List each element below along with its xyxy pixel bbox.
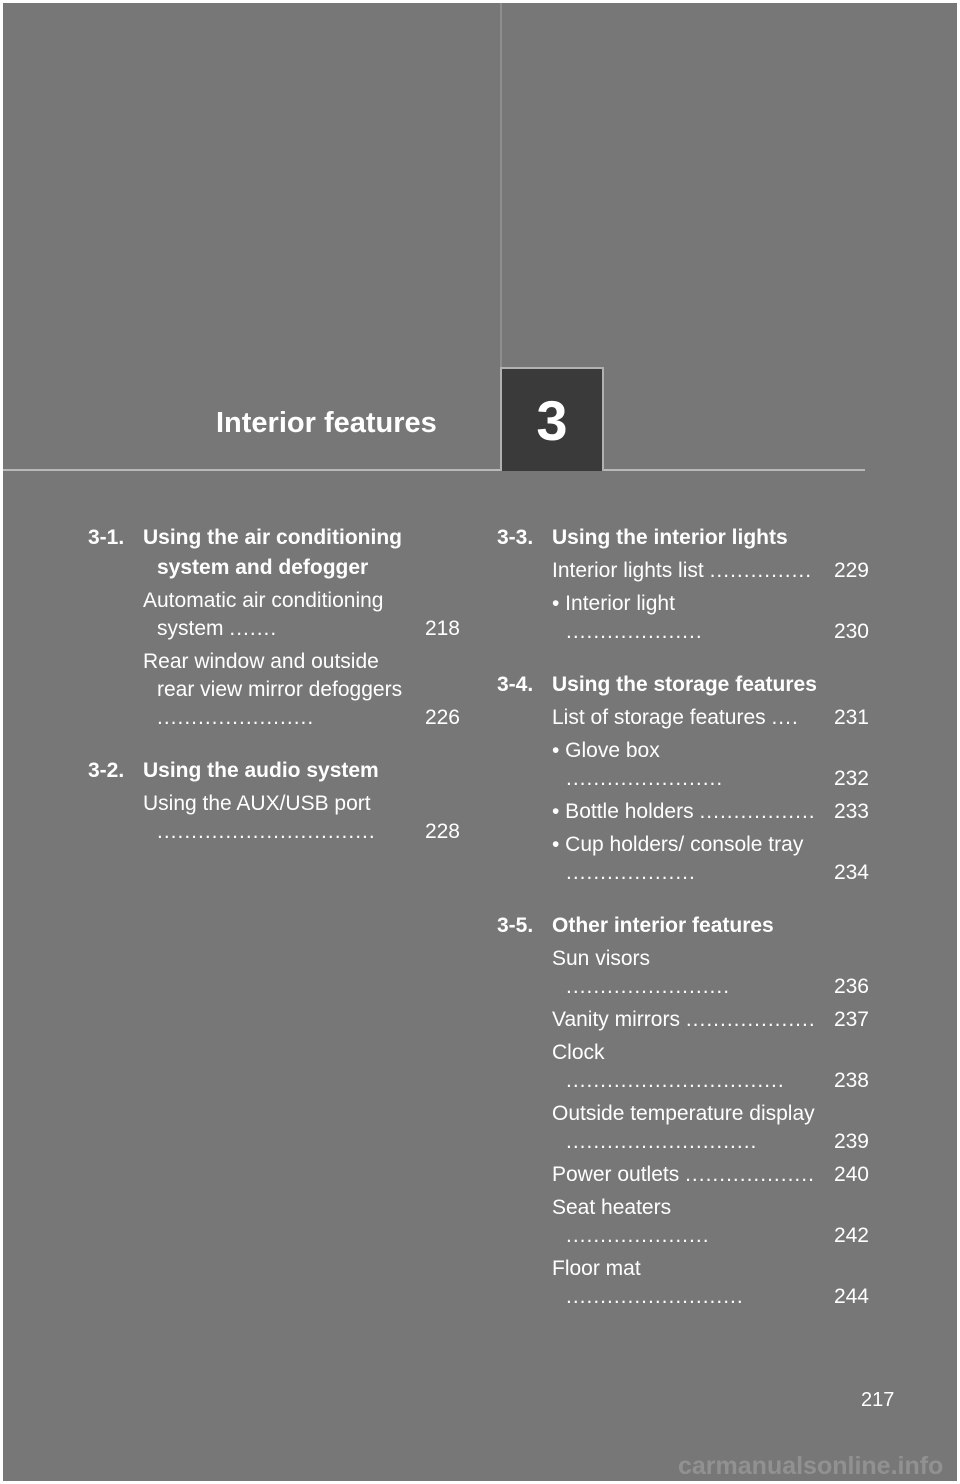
- section-heading: [88, 756, 460, 786]
- dot-leader: .................: [699, 800, 816, 823]
- entry-label: Power outlets: [552, 1163, 680, 1186]
- entry-title: [552, 831, 817, 887]
- entry-page-number: 218: [424, 617, 460, 640]
- entry-label: Clock: [552, 1041, 605, 1064]
- entry-title: [552, 704, 817, 732]
- manual-page: [3, 3, 957, 1481]
- entry-title: [552, 1006, 817, 1034]
- entry-title: [552, 1194, 817, 1250]
- entry-label: • Glove box: [552, 739, 660, 762]
- toc-entry[interactable]: [552, 1006, 869, 1034]
- dot-leader: .......................: [157, 706, 315, 729]
- entry-title: [552, 1255, 817, 1311]
- dot-leader: ..........................: [566, 1285, 744, 1308]
- entry-label: • Bottle holders: [552, 800, 694, 823]
- toc-section: [497, 523, 869, 646]
- entry-title: [143, 648, 408, 732]
- chapter-number: 3: [536, 388, 568, 452]
- toc-entry[interactable]: [552, 798, 869, 826]
- chapter-title: Interior features: [216, 407, 437, 439]
- section-entries: [143, 587, 460, 732]
- toc-entry[interactable]: [552, 1194, 869, 1250]
- toc-entry[interactable]: [552, 590, 869, 646]
- section-heading: [497, 523, 869, 553]
- entry-label: Sun visors: [552, 947, 651, 970]
- toc-left-column: [88, 523, 460, 870]
- dot-leader: ................................: [157, 820, 376, 843]
- toc-entry[interactable]: [552, 1255, 869, 1311]
- section-entries: [552, 704, 869, 887]
- page-number: 217: [861, 1389, 895, 1411]
- section-title: Using the air conditioning system and defogger: [143, 526, 402, 579]
- toc-section: [497, 911, 869, 1311]
- section-heading: [497, 911, 869, 941]
- entry-page-number: 244: [833, 1285, 869, 1308]
- toc-entry[interactable]: [552, 704, 869, 732]
- entry-title: [552, 737, 817, 793]
- dot-leader: .......................: [566, 767, 724, 790]
- entry-title: [143, 587, 408, 643]
- entry-page-number: 231: [833, 706, 869, 729]
- entry-title: [552, 557, 817, 585]
- entry-page-number: 240: [833, 1163, 869, 1186]
- entry-label: Floor mat: [552, 1257, 641, 1280]
- section-title: Using the storage features: [552, 673, 817, 696]
- entry-title: [552, 590, 817, 646]
- dot-leader: ................................: [566, 1069, 785, 1092]
- dot-leader: .....................: [566, 1224, 710, 1247]
- entry-title: [143, 790, 408, 846]
- dot-leader: ........................: [566, 975, 731, 998]
- entry-title: [552, 1100, 817, 1156]
- section-entries: [143, 790, 460, 846]
- divider-horizontal: [3, 469, 865, 471]
- section-number: 3-3.: [497, 526, 534, 549]
- entry-label: • Cup holders/ console tray: [552, 833, 804, 856]
- entry-title: [552, 1161, 817, 1189]
- entry-page-number: 236: [833, 975, 869, 998]
- section-title: Using the audio system: [143, 759, 379, 782]
- section-number: 3-5.: [497, 914, 534, 937]
- section-number: 3-4.: [497, 673, 534, 696]
- entry-label: Outside temperature display: [552, 1102, 815, 1125]
- entry-title: [552, 945, 817, 1001]
- section-entries: [552, 557, 869, 646]
- toc-entry[interactable]: [552, 737, 869, 793]
- entry-page-number: 234: [833, 861, 869, 884]
- toc-entry[interactable]: [552, 1039, 869, 1095]
- entry-title: [552, 798, 817, 826]
- chapter-number-badge: [500, 367, 604, 471]
- dot-leader: ............................: [566, 1130, 758, 1153]
- entry-label: List of storage features: [552, 706, 766, 729]
- entry-page-number: 233: [833, 800, 869, 823]
- entry-page-number: 232: [833, 767, 869, 790]
- dot-leader: ...................: [566, 861, 696, 884]
- entry-page-number: 242: [833, 1224, 869, 1247]
- entry-label: Rear window and outside rear view mirror defoggers: [143, 650, 403, 701]
- section-entries: [552, 945, 869, 1311]
- toc-entry[interactable]: [552, 557, 869, 585]
- entry-label: Using the AUX/USB port: [143, 792, 371, 815]
- entry-label: Interior lights list: [552, 559, 704, 582]
- entry-page-number: 229: [833, 559, 869, 582]
- entry-label: • Interior light: [552, 592, 675, 615]
- watermark: carmanualsonline.info: [678, 1452, 944, 1480]
- entry-label: Automatic air conditioning system: [143, 589, 384, 640]
- entry-page-number: 237: [833, 1008, 869, 1031]
- entry-page-number: 239: [833, 1130, 869, 1153]
- toc-entry[interactable]: [552, 1100, 869, 1156]
- dot-leader: ...............: [709, 559, 813, 582]
- entry-title: [552, 1039, 817, 1095]
- entry-page-number: 230: [833, 620, 869, 643]
- dot-leader: ....: [771, 706, 799, 729]
- dot-leader: ...................: [685, 1008, 816, 1031]
- toc-entry[interactable]: [552, 831, 869, 887]
- toc-entry[interactable]: [552, 945, 869, 1001]
- toc-section: [88, 523, 460, 732]
- toc-entry[interactable]: [143, 587, 460, 643]
- section-title: Using the interior lights: [552, 526, 788, 549]
- dot-leader: ....................: [566, 620, 703, 643]
- toc-entry[interactable]: [143, 648, 460, 732]
- dot-leader: .......: [229, 617, 278, 640]
- entry-page-number: 238: [833, 1069, 869, 1092]
- dot-leader: ...................: [685, 1163, 815, 1186]
- divider-vertical: [500, 3, 502, 369]
- toc-entry[interactable]: [552, 1161, 869, 1189]
- entry-label: Seat heaters: [552, 1196, 672, 1219]
- section-title: Other interior features: [552, 914, 774, 937]
- toc-section: [497, 670, 869, 887]
- toc-section: [88, 756, 460, 846]
- section-heading: [88, 523, 460, 583]
- toc-entry[interactable]: [143, 790, 460, 846]
- section-number: 3-1.: [88, 526, 125, 549]
- entry-label: Vanity mirrors: [552, 1008, 680, 1031]
- section-number: 3-2.: [88, 759, 125, 782]
- entry-page-number: 228: [424, 820, 460, 843]
- toc-right-column: [497, 523, 869, 1335]
- section-heading: [497, 670, 869, 700]
- entry-page-number: 226: [424, 706, 460, 729]
